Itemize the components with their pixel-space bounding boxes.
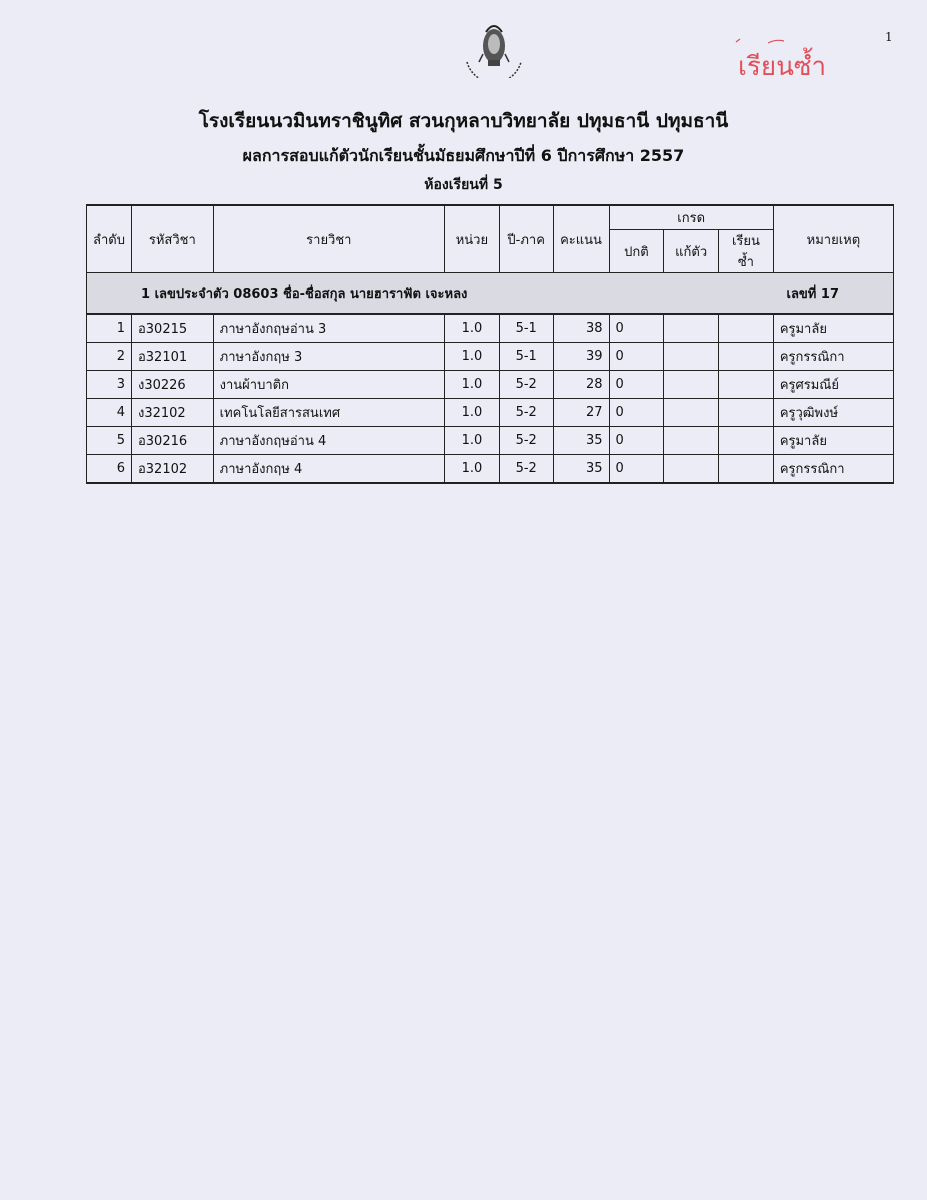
row-order: 2 [87,343,132,371]
row-remark: ครูศรมณีย์ [773,371,893,399]
row-grade-repeat [719,455,774,484]
row-code: อ30215 [131,314,213,343]
col-code: รหัสวิชา [131,205,213,273]
row-grade-repeat [719,371,774,399]
row-remark: ครูมาลัย [773,314,893,343]
row-grade-corrected [664,343,719,371]
row-grade-corrected [664,399,719,427]
row-score: 27 [553,399,609,427]
row-code: อ32101 [131,343,213,371]
table-row [87,455,894,484]
row-score: 35 [553,427,609,455]
row-remark: ครูวุฒิพงษ์ [773,399,893,427]
row-score: 35 [553,455,609,484]
row-code: อ32102 [131,455,213,484]
school-name: โรงเรียนนวมินทราชินูทิศ สวนกุหลาบวิทยาลัย ปทุมธานี ปทุมธานี [198,110,729,132]
row-term: 5-2 [499,427,553,455]
row-grade-normal: 0 [609,343,664,371]
row-grade-normal: 0 [609,314,664,343]
row-grade-repeat [719,399,774,427]
col-grade-corrected: แก้ตัว [664,230,719,273]
row-order: 1 [87,314,132,343]
col-grade-normal: ปกติ [609,230,664,273]
row-code: ง32102 [131,399,213,427]
row-order: 5 [87,427,132,455]
row-order: 3 [87,371,132,399]
col-score: คะแนน [553,205,609,273]
col-subject: รายวิชา [213,205,444,273]
row-grade-normal: 0 [609,455,664,484]
col-order: ลำดับ [87,205,132,273]
row-term: 5-2 [499,371,553,399]
row-credit: 1.0 [445,455,500,484]
school-seal-icon [455,18,533,78]
row-order: 6 [87,455,132,484]
row-subject: ภาษาอังกฤษ 4 [213,455,444,484]
row-credit: 1.0 [445,399,500,427]
row-term: 5-2 [499,455,553,484]
row-code: อ30216 [131,427,213,455]
row-score: 39 [553,343,609,371]
row-grade-normal: 0 [609,427,664,455]
row-grade-normal: 0 [609,371,664,399]
row-grade-corrected [664,371,719,399]
row-grade-repeat [719,427,774,455]
row-grade-repeat [719,314,774,343]
table-row [87,399,894,427]
page-number: 1 [885,30,893,44]
row-remark: ครูมาลัย [773,427,893,455]
row-subject: ภาษาอังกฤษอ่าน 3 [213,314,444,343]
col-grade-repeat: เรียนซ้ำ [719,230,774,273]
student-seat-number: เลขที่ 17 [786,286,839,302]
row-subject: ภาษาอังกฤษ 3 [213,343,444,371]
row-grade-corrected [664,314,719,343]
row-remark: ครูกรรณิกา [773,455,893,484]
table-row [87,427,894,455]
row-subject: เทคโนโลยีสารสนเทศ [213,399,444,427]
row-term: 5-2 [499,399,553,427]
table-row [87,314,894,343]
row-credit: 1.0 [445,343,500,371]
row-score: 38 [553,314,609,343]
col-term: ปี-ภาค [499,205,553,273]
row-subject: งานผ้าบาติก [213,371,444,399]
row-credit: 1.0 [445,314,500,343]
report-title: ผลการสอบแก้ตัวนักเรียนชั้นมัธยมศึกษาปีที่ 6 ปีการศึกษา 2557 [242,146,685,165]
classroom-label: ห้องเรียนที่ 5 [424,177,503,193]
row-credit: 1.0 [445,371,500,399]
row-credit: 1.0 [445,427,500,455]
col-remark: หมายเหตุ [773,205,893,273]
table-row [87,343,894,371]
row-score: 28 [553,371,609,399]
row-code: ง30226 [131,371,213,399]
row-grade-normal: 0 [609,399,664,427]
row-term: 5-1 [499,314,553,343]
col-credit: หน่วย [445,205,500,273]
table-row [87,371,894,399]
row-order: 4 [87,399,132,427]
repeat-stamp: เรียนซ้ำ [738,52,827,82]
col-grade: เกรด [609,205,773,230]
student-row [87,273,894,315]
row-subject: ภาษาอังกฤษอ่าน 4 [213,427,444,455]
row-grade-corrected [664,455,719,484]
row-term: 5-1 [499,343,553,371]
student-info: 1 เลขประจำตัว 08603 ชื่อ-ชื่อสกุล นายฮาราฟัต เจะหลง [141,286,468,302]
row-grade-corrected [664,427,719,455]
row-remark: ครูกรรณิกา [773,343,893,371]
grades-table [86,204,894,484]
row-grade-repeat [719,343,774,371]
